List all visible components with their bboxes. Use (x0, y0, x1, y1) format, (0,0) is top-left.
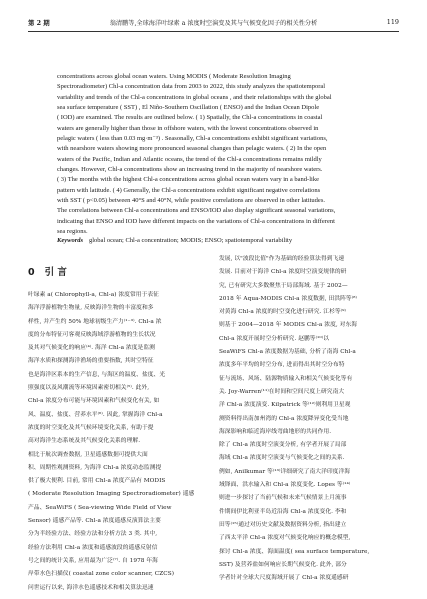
body-text-line: 关. Joy-Warren⁽¹¹⁾在时间和空间尺度上研究南大 (219, 388, 345, 395)
body-text-line: 叶绿素 a( Chlorophyll-a, Chl-a) 浓度常用于表征 (28, 292, 159, 298)
abstract-line: changes. However, Chl-a concentrations show an increasing trend in the majority of nearshore waters. (57, 166, 323, 174)
body-text-line: 岸带水色扫描仪( coastal zone color scanner, CZCS) (28, 571, 175, 578)
body-text-line: 问世运行以来, 海洋水色遥感技术和相关算法迅速 (28, 584, 154, 591)
body-text-line: Chl-a 浓度开展时空分析研究. 赵鹏等⁽¹⁰⁾以 (219, 335, 330, 342)
body-text-line: 测资料得出南加州湾的 Chl-a 浓度降异变化受当地 (219, 415, 349, 422)
abstract-line: ( 3) The months with the highest Chl-a concentrations across global ocean waters vary in a band-like (57, 176, 319, 184)
body-text-line: ( Moderate Resolution Imaging Spectroradiometer) 遥感 (28, 491, 195, 498)
body-text-line: 发展. 目前对于海洋 Chl-a 浓度时空演变规律的研 (219, 269, 347, 276)
body-text-line: 及其对气候变化的响应⁽⁴⁾. 海洋 Chl-a 浓度是监测 (28, 345, 155, 352)
body-text-line: 例如, Anilkumar 等⁽¹³⁾详细研究了南大洋印度洋海 (219, 468, 351, 475)
body-text-line: 探讨 Chl-a 浓度、海面温度( sea surface temperature, (219, 548, 370, 555)
body-text-line: 则进一步探讨了当前气候和未来气候情景上月流事 (219, 495, 347, 502)
running-title: 翁清鹏等,全球海洋叶绿素 a 浓度时空演变及其与气候变化因子的相关性分析 (109, 20, 318, 27)
body-text-line: 产品、SeaWiFS ( Sea-viewing Wide Field of View (28, 504, 172, 511)
abstract-line: indicating that ENSO and IOD have different impacts on the variations of Chl-a concentrations in different (57, 217, 335, 225)
keywords-line (57, 237, 292, 244)
body-text-line: SeaWiFS Chl-a 浓度数据为基础, 分析了南海 Chl-a (219, 349, 356, 356)
abstract-line: pelagic waters ( less than 0.03 mg·m⁻³) . Seasonally, Chl-a concentrations exhibit significant variations, (57, 135, 328, 143)
abstract-line: with nearshore waters showing more pronounced seasonal changes than pelagic waters. ( 2) In the open (57, 145, 327, 153)
body-text-line: SST) 及营养盐如何响应长期气候变化. 此外, 部分 (219, 561, 347, 568)
body-text-line: 除了 Chl-a 浓度时空演变分析, 有学者开展了局部 (219, 442, 347, 449)
body-text-line: 浓度的时空变化及其气候环境变化关系, 有助于提 (28, 424, 154, 431)
abstract-line: sea surface temperature ( SST) , El Niño-Southern Oscillation ( ENSO) and the Indian Ocean Dipole (57, 104, 320, 112)
body-text-line: 对黄海 Chl-a 浓度的时空变化进行研究. 江杉等⁽⁹⁾ (219, 309, 346, 316)
left-column (28, 289, 208, 595)
body-text-line: 浓度多年平均的时空分布, 进而得出其时空分布特 (219, 362, 345, 369)
body-text-line: 积、周期性观测资料, 为海洋 Chl-a 浓度动态监测提 (28, 464, 162, 471)
body-text-line: 则基于 2004—2018 年 MODIS Chl-a 浓度, 对东海 (219, 322, 358, 329)
body-text-line: 度的分布特征可客观反映海域浮游植物的生长状况 (28, 331, 156, 338)
abstract-line: variability and trends of the Chl-a concentrations in global oceans , and their relationships with the global (57, 93, 332, 101)
body-text-line: 样性, 并产生约 50% 地球初级生产力⁽¹⁻³⁾. Chl-a 浓 (28, 318, 162, 325)
abstract-line: The correlations between Chl-a concentrations and ENSO/IOD also display significant seasonal variations, (57, 207, 336, 215)
abstract-line: ( IOD) are examined. The results are outlined below. ( 1) Spatially, the Chl-a concentrations in coastal (57, 114, 323, 122)
section-number: 0 (28, 267, 35, 278)
body-text-line: 发展, 以"波段比值"作为基础的经验算法得到飞速 (219, 256, 345, 262)
abstract-line: pattern with latitude. ( 4) Generally, the Chl-a concentrations exhibit significant negative correlations (57, 186, 321, 194)
body-text-line: 海洋水质和探测海洋渔场的重要指数, 其时空特征 (28, 358, 154, 365)
keywords-text: global ocean; Chl-a concentration; MODIS; ENSO; spatiotemporal variability (89, 237, 293, 244)
body-text-line: 2018 年 Aqua-MODIS Chl-a 浓度数据, 田洪阵等⁽⁸⁾ (219, 295, 357, 302)
abstract-line: waters are generally higher than those in offshore waters, with the lowest concentrations observed in (57, 124, 319, 132)
section-title: 引 言 (44, 267, 67, 278)
keywords-label: Keywords (57, 237, 83, 244)
body-text-line: 供了极大便利. 目前, 常用 Chl-a 浓度产品有 MODIS (28, 478, 166, 485)
body-text-line: 洋 Chl-a 浓度演变. Kilpatrick 等⁽¹²⁾则利用卫星观 (219, 402, 351, 409)
body-text-line: 域锋面、洪水输入和 Chl-a 浓度变化. Lopes 等⁽¹⁴⁾ (219, 482, 351, 489)
body-text-line: 件期间伊比利亚半岛近沿海 Chl-a 浓度变化. 李和 (219, 508, 347, 515)
body-text-line: 经验方法利用 Chl-a 浓度和遥感波段的遥感反射信 (28, 544, 158, 551)
body-text-line: 照强度以及风潮流等环境因素密切相关⁽⁵⁾. 此外, (28, 385, 150, 392)
issue-number: 第 2 期 (28, 19, 50, 27)
abstract-line: concentrations across global ocean waters. Using MODIS ( Moderate Resolution Imaging (57, 73, 291, 80)
body-text-line: 号之间的统计关系, 应用最为广泛⁽⁷⁾. 自 1978 年海 (28, 557, 158, 564)
body-text-line: 学者针对全球大尺度海域开展了 Chl-a 浓度遥感研 (219, 575, 349, 582)
header-rule (28, 31, 399, 32)
abstract-line: waters of the Pacific, Indian and Atlantic oceans, the trend of the Chl-a concentrations remains mildly (57, 155, 322, 163)
body-text-line: 海域 Chl-a 浓度时空演变与气候变化之间的关系. (219, 455, 345, 462)
body-text-line: 高对海洋生态系统及其气候变化关系的理解. (28, 438, 141, 445)
page-number: 119 (386, 18, 399, 26)
body-text-line: 征与流场、风场、陆源物质输入和相关气候变化等有 (219, 375, 353, 382)
body-text-line: 风、温度、盐度、营养水平⁽⁶⁾. 因此, 掌握海洋 Chl-a (28, 411, 163, 418)
right-column (219, 253, 399, 585)
body-text-line: 也是海洋区系本的生产信息, 与海区的温度、盐度、光 (28, 371, 166, 378)
body-text-line: 海洋浮游植物生物量, 反映海洋生物的丰富度和多 (28, 305, 154, 312)
body-text-line: Chl-a 浓度分布可能与环境因素和气候变化有关, 如 (28, 398, 160, 405)
body-text-line: 了西太平洋 Chl-a 浓度对气候变化响应的概念模型, (219, 535, 351, 542)
running-header (28, 18, 399, 30)
body-text-line: 分为半经验方法、经验方法和分析方法 3 类. 其中, (28, 531, 158, 538)
english-abstract (57, 72, 370, 238)
body-text-line: 田等⁽¹⁵⁾通过对历史文献及数据资料分析, 指出建立 (219, 521, 347, 528)
abstract-line: with SST ( p<0.05) between 40°S and 40°N, while positive correlations are observed in other latitudes. (57, 197, 325, 205)
body-text-line: 海深影响和临近海岸线弯曲地形的共同作用. (219, 428, 332, 435)
body-text-line: 相比于航次调查数据, 卫星遥感数据可提供大面 (28, 451, 148, 458)
body-text-line: Sensor) 遥感产品等. Chl-a 浓度遥感反演算法主要 (28, 518, 161, 525)
body-text-line: 究, 已有研究大多数聚焦于局部海域. 基于 2002— (219, 282, 348, 289)
abstract-line: sea regions. (57, 228, 88, 236)
section-heading (28, 264, 67, 278)
abstract-line: Spectroradiometer) Chl-a concentration data from 2003 to 2022, this study analyzes the spatiotemporal (57, 83, 326, 91)
